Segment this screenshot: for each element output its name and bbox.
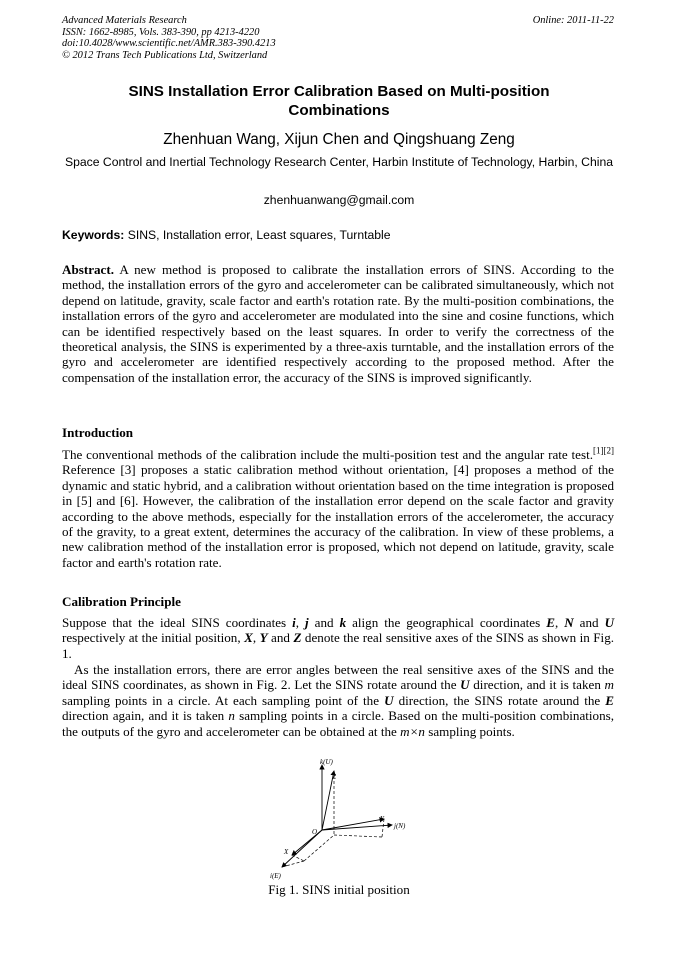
doi-line: doi:10.4028/www.scientific.net/AMR.383-390.4213 [62,38,276,49]
paragraph-text: denote the real sensitive axes of the SINS as shown in Fig. 1. [62,630,615,661]
sins-initial-position-figure [262,755,422,883]
math-symbol: n [228,708,235,724]
paragraph-text: direction, and it is taken [469,677,605,693]
paragraph-text: sampling points. [424,723,515,739]
j-n-label: j(N) [394,822,406,830]
issn-line: ISSN: 1662-8985, Vols. 383-390, pp 4213-4220 [62,26,260,38]
paragraph-text: , [554,615,565,630]
k-u-label: k(U) [320,758,333,766]
math-symbol: X [244,630,253,646]
origin-label: O [312,828,318,836]
paragraph-text: align the geographical coordinates [346,615,547,630]
paragraph-text: direction again, and it is taken [62,708,229,724]
keywords-label: Keywords: [62,228,125,242]
y-axis-line [322,819,384,830]
keywords [62,228,616,243]
math-symbol: E [546,615,555,630]
introduction-paragraph [62,447,614,570]
math-symbol: j [305,615,309,630]
math-symbol: Y [259,630,268,646]
author-email: zhenhuanwang@gmail.com [263,193,415,207]
paragraph-text: respectively at the initial position, [62,630,245,646]
journal-header [62,15,614,61]
math-symbol: E [605,692,614,708]
affiliation: Space Control and Inertial Technology Research Center, Harbin Institute of Technology, Harbin, China [64,155,614,169]
i-e-label: i(E) [270,872,281,880]
principle-paragraph-2 [62,662,614,739]
journal-name: Advanced Materials Research [62,15,187,26]
paper-authors: Zhenhuan Wang, Xijun Chen and Qingshuang Zeng [163,131,515,148]
introduction-text-a: The conventional methods of the calibration include the multi-position test and the angular rate test. [62,447,593,462]
math-symbol: k [339,615,347,630]
principle-heading: Calibration Principle [62,594,181,609]
abstract-text: A new method is proposed to calibrate the installation errors of SINS. According to the method, the installation errors of the gyro and accelerometer can be calibrated simultaneously, which not depend on latitude, gravity, scale factor and earth's rotation rate. By the multi-position combinations, the installation errors of the gyro and accelerometer are modulated into the sine and cosine functions, which can be identified respectively based on the least squares. In order to verify the correctness of the theoretical analysis, the SINS is experimented by a three-axis turntable, and the installation errors of the gyro and accelerometer are identified respectively according to the proposed method. After the compensation of the installation error, the accuracy of the SINS is improved significantly. [62,262,614,385]
x-axis-line [292,830,322,855]
keywords-text: SINS, Installation error, Least squares, Turntable [124,228,391,242]
j-axis-line [322,825,392,830]
introduction-heading: Introduction [62,425,134,440]
paragraph-text: , [295,615,306,630]
principle-paragraph-1 [62,615,614,661]
paper-title-line1: SINS Installation Error Calibration Based on Multi-position [128,83,550,100]
abstract-label: Abstract. [62,262,114,277]
online-date: Online: 2011-11-22 [532,15,614,26]
math-symbol: m×n [400,723,425,739]
paragraph-text: direction, the SINS rotate around the [393,692,606,708]
math-symbol: U [460,677,470,693]
paragraph-text: sampling points in a circle. At each sampling point of the [62,692,385,708]
introduction-citation: [1][2] [593,445,614,456]
math-symbol: N [564,615,574,630]
math-symbol: m [604,677,614,693]
projection-line [304,835,334,861]
paragraph-text: and [308,615,340,630]
paragraph-text: sampling points in a circle. Based on the multi-position combinations, the outputs of the gyro and accelerometer can be obtained at the [62,708,614,739]
paragraph-text: As the installation errors, there are error angles between the real sensitive axes of the SINS and the ideal SINS coordinates, as shown in Fig. 2. Let the SINS rotate around the [62,662,614,693]
figure-caption: Fig 1. SINS initial position [268,882,410,897]
z-label: Z [332,773,336,781]
projection-line [292,855,304,861]
paper-title-line2: Combinations [288,102,390,119]
math-symbol: U [604,615,615,630]
introduction-text-b: Reference [3] proposes a static calibration method without orientation, [4] proposes a method of the dynamic and static hybrid, and a calibration without orientation based on the time integration is proposed in [5] and [6]. However, the calibration of the installation error depend on the scale factor and gravity according to the above methods, especially for the installation errors of the accelerometer, the accuracy of the gravity, to a great extent, determines the accuracy of the calibration. In view of these problems, a new calibration method of the installation error is proposed, which not depend on latitude, gravity, scale factor and earth's rotation rate. [62,462,614,570]
math-symbol: i [292,615,296,630]
math-symbol: Z [293,630,302,646]
paper-title [62,82,616,120]
paragraph-text: and [267,630,294,646]
paragraph-text: , [252,630,260,646]
x-label: X [284,848,289,856]
math-symbol: U [384,692,394,708]
projection-line [334,835,382,837]
paragraph-text: and [573,615,605,630]
y-label: Y [380,815,384,823]
paragraph-text: Suppose that the ideal SINS coordinates [62,615,293,630]
copyright-line: © 2012 Trans Tech Publications Ltd, Switzerland [62,49,268,61]
abstract [62,262,614,385]
